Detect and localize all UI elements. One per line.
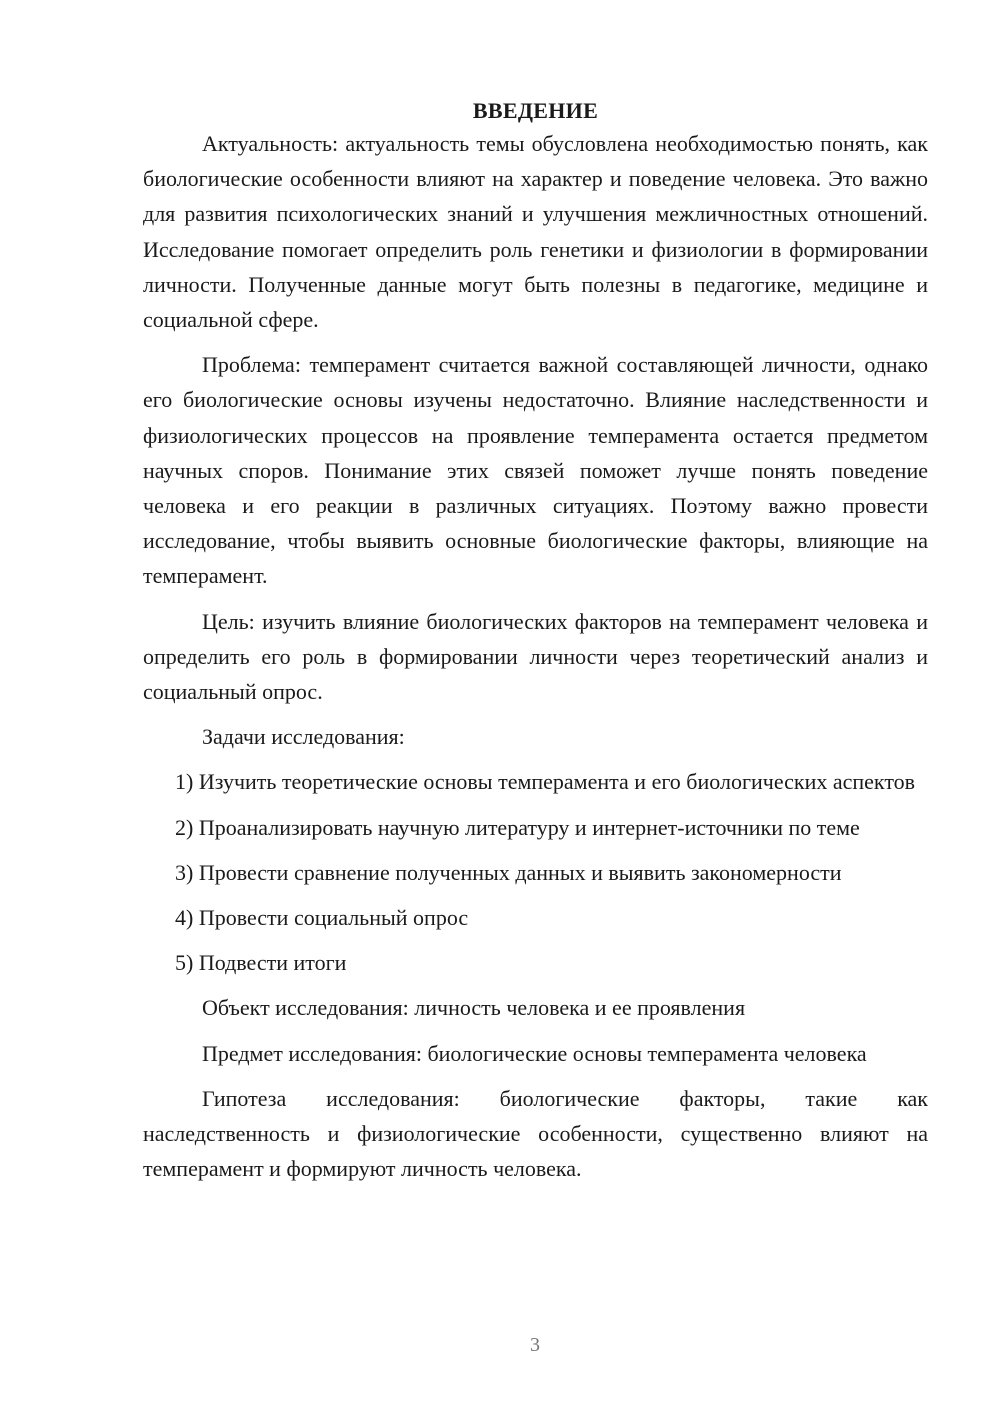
document-page <box>143 94 928 1196</box>
paragraph-hypothesis: Гипотеза исследования: биологические факторы, такие как наследственность и физиологические особенности, существенно влияют на темперамент и формируют личность человека. <box>143 1085 928 1182</box>
paragraph-goal: Цель: изучить влияние биологических факторов на темперамент человека и определить его роль в формировании личности через теоретический анализ и социальный опрос. <box>143 608 928 705</box>
tasks-heading: Задачи исследования: <box>202 724 405 750</box>
page-title: ВВЕДЕНИЕ <box>472 98 599 123</box>
paragraph-relevance: Актуальность: актуальность темы обусловлена необходимостью понять, как биологические особенности влияют на характер и поведение человека. Это важно для развития психологических знаний и улучшения межличностных отношений. Исследование помогает определить роль генетики и физиологии в формировании личности. Полученные данные могут быть полезны в педагогике, медицине и социальной сфере. <box>143 131 928 333</box>
paragraph-problem: Проблема: темперамент считается важной составляющей личности, однако его биологические основы изучены недостаточно. Влияние наследственности и физиологических процессов на проявление темперамента остается предметом научных споров. Понимание этих связей поможет лучше понять поведение человека и его реакции в различных ситуациях. Поэтому важно провести исследование, чтобы выявить основные биологические факторы, влияющие на темперамент. <box>143 352 928 589</box>
task-item: 5) Подвести итоги <box>175 950 347 976</box>
task-item: 3) Провести сравнение полученных данных и выявить закономерности <box>175 859 842 885</box>
paragraph-object: Объект исследования: личность человека и ее проявления <box>202 995 746 1021</box>
task-item: 1) Изучить теоретические основы темперамента и его биологических аспектов <box>175 769 916 795</box>
page-number: 3 <box>530 1334 540 1356</box>
task-item: 4) Провести социальный опрос <box>175 905 469 931</box>
task-item: 2) Проанализировать научную литературу и интернет-источники по теме <box>175 814 860 840</box>
paragraph-subject: Предмет исследования: биологические основы темперамента человека <box>202 1040 867 1066</box>
